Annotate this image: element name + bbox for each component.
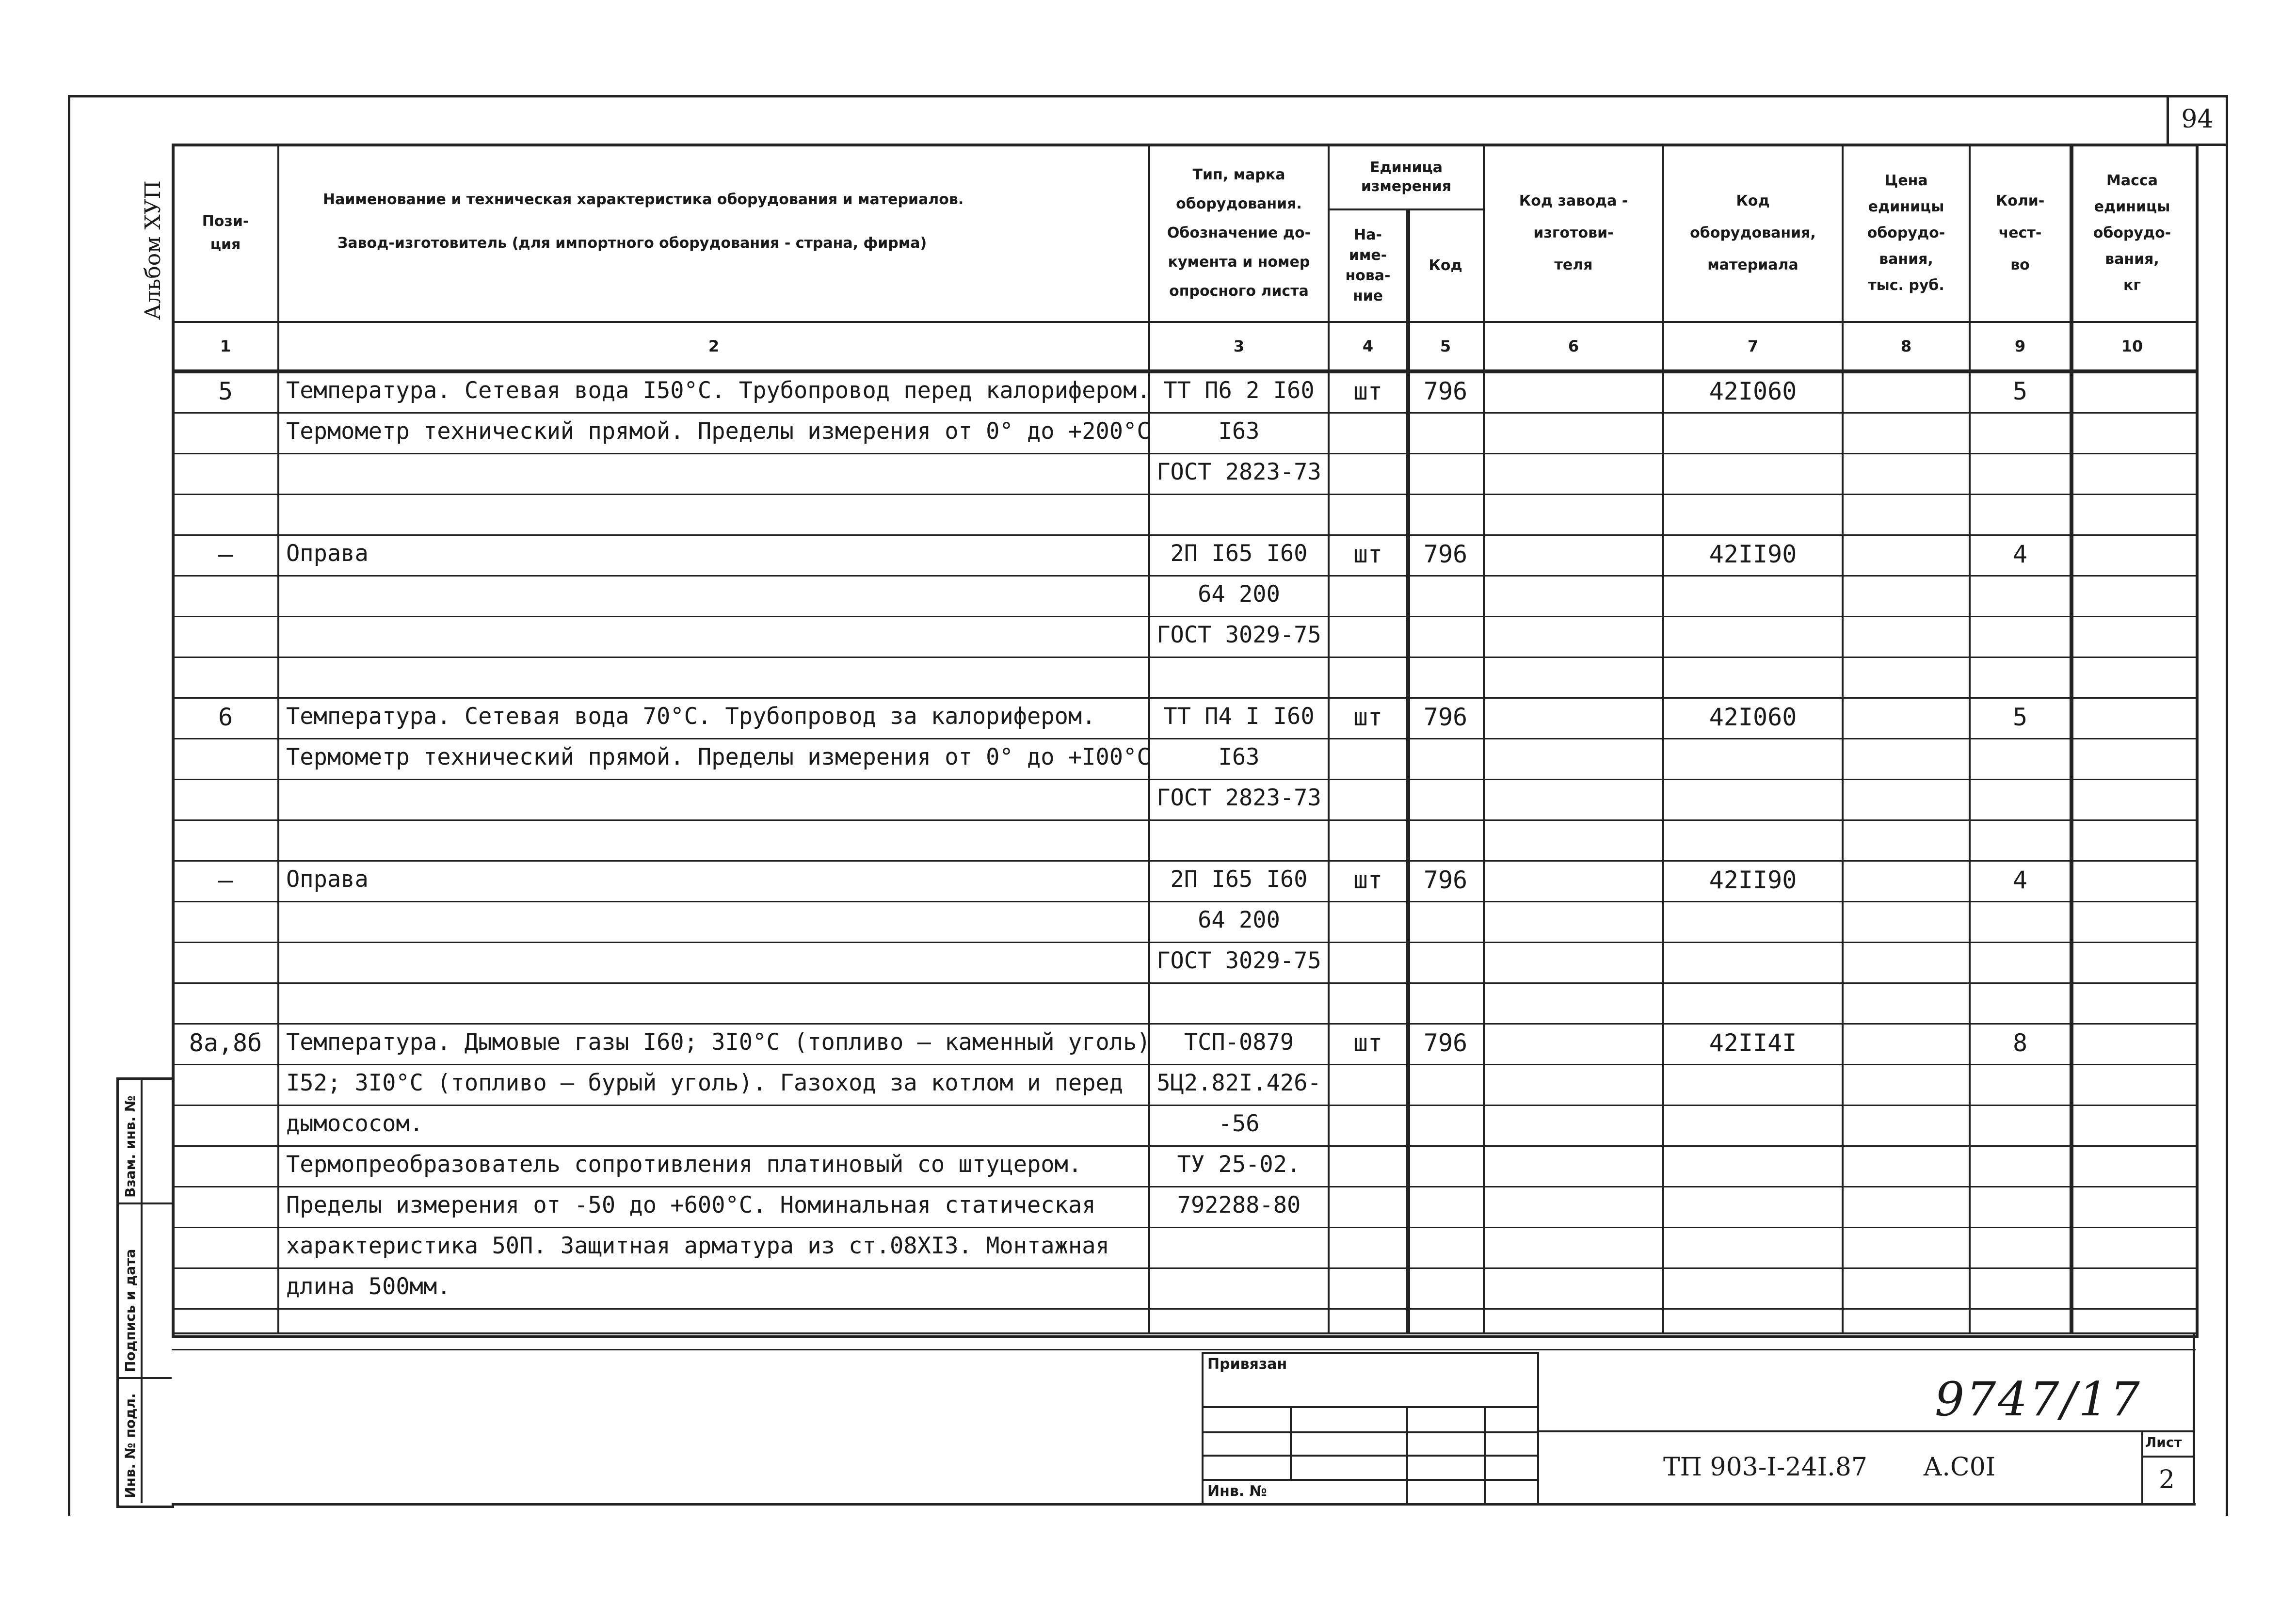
colnum-bottom-line: [172, 369, 2196, 373]
row-divider: [172, 534, 2196, 536]
cell-unit: шт: [1353, 540, 1383, 568]
row-divider: [172, 1227, 2196, 1228]
row-divider: [172, 779, 2196, 780]
colnum-2: 2: [708, 337, 720, 355]
colnum-1: 1: [220, 337, 231, 355]
cell-qty: 4: [2012, 866, 2028, 894]
header-name-line1: Наименование и техническая характеристика оборудования и материалов.: [323, 191, 964, 208]
row-divider: [172, 1064, 2196, 1065]
row-divider: [172, 1186, 2196, 1187]
row-divider: [172, 412, 2196, 414]
cell-name: длина 500мм.: [286, 1273, 451, 1300]
header-factory-code: Код завода - изготови- теля: [1519, 192, 1628, 273]
cell-type: ГОСТ 2823-73: [1156, 459, 1321, 485]
colnum-10: 10: [2121, 337, 2143, 355]
colnum-3: 3: [1233, 337, 1245, 355]
left-stamp-inner: [141, 1077, 143, 1503]
cell-unit-code: 796: [1423, 866, 1468, 894]
privyazan-line-4: [1202, 1479, 1537, 1481]
row-divider: [172, 1349, 2196, 1350]
header-price: Цена единицы оборудо- вания, тыс. руб.: [1867, 172, 1945, 294]
row-divider: [172, 819, 2196, 821]
privyazan-label: Привязан: [1207, 1356, 1287, 1373]
cell-type: 5Ц2.82I.426-: [1156, 1070, 1321, 1096]
row-divider: [172, 860, 2196, 862]
signature-number: 9747/17: [1935, 1372, 2142, 1427]
row-divider: [172, 657, 2196, 658]
cell-type: ГОСТ 3029-75: [1156, 622, 1321, 648]
sheet-box-divider: [2141, 1456, 2193, 1458]
row-divider: [172, 942, 2196, 943]
sheet-number: 2: [2159, 1465, 2175, 1494]
privyazan-line-2: [1202, 1431, 1537, 1433]
left-stamp-line-2: [116, 1377, 172, 1379]
cell-type: 2П I65 I60: [1170, 540, 1308, 567]
cell-equip-code: 42I060: [1709, 703, 1797, 731]
cell-type: I63: [1218, 744, 1260, 770]
cell-name: характеристика 50П. Защитная арматура из ст.08ХI3. Монтажная: [286, 1233, 1109, 1259]
cell-name: I52; 3I0°С (топливо – бурый уголь). Газоход за котлом и перед: [286, 1070, 1124, 1096]
cell-type: 64 200: [1198, 907, 1280, 933]
header-name-line2: Завод-изготовитель (для импортного оборудования - страна, фирма): [337, 235, 927, 252]
row-divider: [172, 1023, 2196, 1025]
header-quantity: Коли- чест- во: [1995, 192, 2045, 273]
cell-name: Термопреобразователь сопротивления платиновый со штуцером.: [286, 1151, 1082, 1178]
row-divider: [172, 575, 2196, 577]
cell-pos: –: [218, 540, 233, 568]
left-stamp-inv-podl: Инв. № подл.: [122, 1393, 138, 1498]
colnum-4: 4: [1362, 337, 1374, 355]
row-divider: [172, 697, 2196, 699]
header-mass: Масса единицы оборудо- вания, кг: [2093, 172, 2171, 294]
row-divider: [172, 1308, 2196, 1310]
cell-type: 64 200: [1198, 581, 1280, 608]
header-position: Пози- ция: [202, 213, 249, 253]
privyazan-vline-1: [1290, 1406, 1292, 1479]
album-label: Альбом ХУП: [141, 180, 165, 320]
cell-qty: 8: [2012, 1029, 2028, 1057]
privyazan-vline-3: [1484, 1406, 1486, 1503]
cell-name: Термометр технический прямой. Пределы измерения от 0° до +200°С: [286, 418, 1151, 445]
cell-pos: 5: [218, 377, 233, 405]
header-unit-name: На- име- нова- ние: [1345, 226, 1391, 305]
cell-qty: 5: [2012, 703, 2028, 731]
header-type: Тип, марка оборудования. Обозначение до- кумента и номер опросного листа: [1167, 166, 1311, 300]
cell-equip-code: 42I060: [1709, 377, 1797, 405]
colnum-8: 8: [1900, 337, 1912, 355]
cell-type: -56: [1218, 1110, 1260, 1137]
cell-name: Температура. Сетевая вода I50°С. Трубопровод перед калорифером.: [286, 377, 1151, 404]
cell-type: ТТ П4 I I60: [1163, 703, 1315, 730]
cell-type: 2П I65 I60: [1170, 866, 1308, 893]
cell-unit: шт: [1353, 866, 1383, 894]
row-divider: [172, 1267, 2196, 1269]
cell-qty: 4: [2012, 540, 2028, 568]
header-unit-code: Код: [1429, 257, 1462, 274]
title-block-top: [172, 1332, 2196, 1334]
cell-type: ТТ П6 2 I60: [1163, 377, 1315, 404]
cell-equip-code: 42II90: [1709, 866, 1797, 894]
privyazan-line-3: [1202, 1455, 1537, 1457]
outer-frame-top: [68, 95, 2228, 97]
title-block-bottom: [172, 1503, 2196, 1506]
cell-unit: шт: [1353, 1029, 1383, 1057]
row-divider: [172, 1105, 2196, 1106]
doc-area-top: [1537, 1430, 2193, 1432]
privyazan-box: [1202, 1352, 1539, 1505]
cell-name: Пределы измерения от -50 до +600°С. Номинальная статическая: [286, 1192, 1096, 1218]
row-divider: [172, 738, 2196, 739]
cell-type: ТСП-0879: [1184, 1029, 1294, 1056]
col-line-4: [1406, 208, 1410, 1332]
header-unit-group: Единица измерения: [1361, 159, 1452, 195]
row-divider: [172, 1145, 2196, 1147]
cell-pos: –: [218, 866, 233, 894]
cell-name: Температура. Дымовые газы I60; 3I0°С (топливо – каменный уголь): [286, 1029, 1151, 1056]
cell-qty: 5: [2012, 377, 2028, 405]
row-divider: [172, 901, 2196, 902]
colnum-9: 9: [2014, 337, 2026, 355]
cell-unit-code: 796: [1423, 377, 1468, 405]
outer-frame-left: [68, 95, 70, 1516]
left-stamp-line-1: [116, 1202, 172, 1204]
cell-unit: шт: [1353, 703, 1383, 731]
cell-type: ГОСТ 2823-73: [1156, 785, 1321, 811]
cell-type: I63: [1218, 418, 1260, 445]
cell-type: 792288-80: [1177, 1192, 1301, 1218]
row-divider: [172, 616, 2196, 617]
cell-name: Оправа: [286, 866, 369, 893]
cell-type: ГОСТ 3029-75: [1156, 947, 1321, 974]
document-code: ТП 903-I-24I.87: [1663, 1453, 1867, 1482]
sheet-label: Лист: [2145, 1434, 2182, 1450]
cell-equip-code: 42II4I: [1709, 1029, 1797, 1057]
cell-pos: 6: [218, 703, 233, 731]
page-number: 94: [2181, 105, 2214, 134]
outer-frame-right: [2226, 95, 2228, 1516]
privyazan-vline-2: [1406, 1406, 1408, 1503]
cell-pos: 8а,8б: [189, 1029, 262, 1057]
cell-equip-code: 42II90: [1709, 540, 1797, 568]
cell-name: дымососом.: [286, 1110, 423, 1137]
left-stamp-vzam: Взам. инв. №: [122, 1095, 138, 1198]
cell-name: Оправа: [286, 540, 369, 567]
colnum-5: 5: [1440, 337, 1451, 355]
row-divider: [172, 982, 2196, 984]
album-code: А.С0I: [1923, 1453, 1996, 1482]
colnum-6: 6: [1568, 337, 1579, 355]
row-divider: [172, 453, 2196, 454]
cell-name: Температура. Сетевая вода 70°С. Трубопровод за калорифером.: [286, 703, 1096, 730]
left-stamp-podpis: Подпись и дата: [122, 1249, 138, 1372]
cell-unit: шт: [1353, 377, 1383, 405]
colnum-7: 7: [1747, 337, 1759, 355]
cell-name: Термометр технический прямой. Пределы измерения от 0° до +I00°С: [286, 744, 1151, 770]
cell-unit-code: 796: [1423, 540, 1468, 568]
cell-unit-code: 796: [1423, 1029, 1468, 1057]
header-equipment-code: Код оборудования, материала: [1690, 192, 1816, 273]
cell-unit-code: 796: [1423, 703, 1468, 731]
privyazan-line-1: [1202, 1406, 1537, 1408]
inv-no-label: Инв. №: [1207, 1483, 1267, 1500]
cell-type: ТУ 25-02.: [1177, 1151, 1301, 1178]
row-divider: [172, 494, 2196, 495]
header-name: [279, 145, 1148, 321]
